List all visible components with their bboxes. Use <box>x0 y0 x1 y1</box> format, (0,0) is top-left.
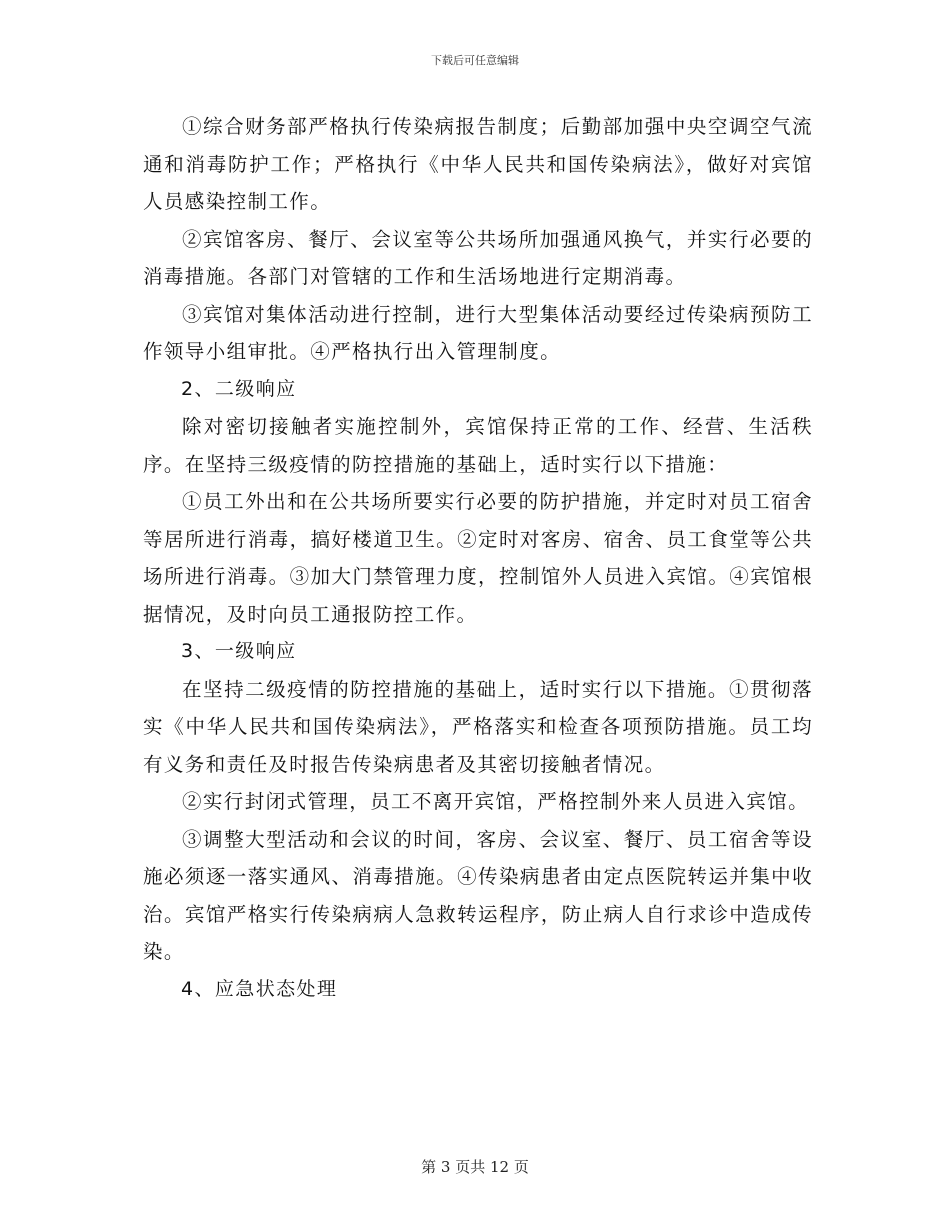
paragraph: ③宾馆对集体活动进行控制，进行大型集体活动要经过传染病预防工作领导小组审批。④严格执行出入管理制度。 <box>143 302 813 363</box>
paragraph: 除对密切接触者实施控制外，宾馆保持正常的工作、经营、生活秩序。在坚持三级疫情的防控措施的基础上，适时实行以下措施： <box>143 415 813 476</box>
section-heading: 2、二级响应 <box>181 377 297 400</box>
section-heading: 3、一级响应 <box>181 640 297 662</box>
paragraph: ②宾馆客房、餐厅、会议室等公共场所加强通风换气，并实行必要的消毒措施。各部门对管辖的工作和生活场地进行定期消毒。 <box>143 227 813 288</box>
page-header-note: 下载后可任意编辑 <box>431 54 519 67</box>
paragraph: ①综合财务部严格执行传染病报告制度；后勤部加强中央空调空气流通和消毒防护工作；严格执行《中华人民共和国传染病法》，做好对宾馆人员感染控制工作。 <box>143 115 813 213</box>
paragraph: ②实行封闭式管理，员工不离开宾馆，严格控制外来人员进入宾馆。 <box>182 790 810 813</box>
paragraph: ①员工外出和在公共场所要实行必要的防护措施，并定时对员工宿舍等居所进行消毒，搞好楼道卫生。②定时对客房、宿舍、员工食堂等公共场所进行消毒。③加大门禁管理力度，控制馆外人员进入宾馆。④宾馆根据情况，及时向员工通报防控工作。 <box>143 490 813 626</box>
paragraph: 在坚持二级疫情的防控措施的基础上，适时实行以下措施。①贯彻落实《中华人民共和国传染病法》，严格落实和检查各项预防措施。员工均有义务和责任及时报告传染病患者及其密切接触者情况。 <box>143 677 813 776</box>
page-number: 第 3 页共 12 页 <box>421 1158 529 1176</box>
paragraph: ③调整大型活动和会议的时间，客房、会议室、餐厅、员工宿舍等设施必须逐一落实通风、消毒措施。④传染病患者由定点医院转运并集中收治。宾馆严格实行传染病病人急救转运程序，防止病人自行求诊中造成传染。 <box>143 827 813 963</box>
section-heading: 4、应急状态处理 <box>181 977 338 1000</box>
document-body <box>143 108 813 1008</box>
